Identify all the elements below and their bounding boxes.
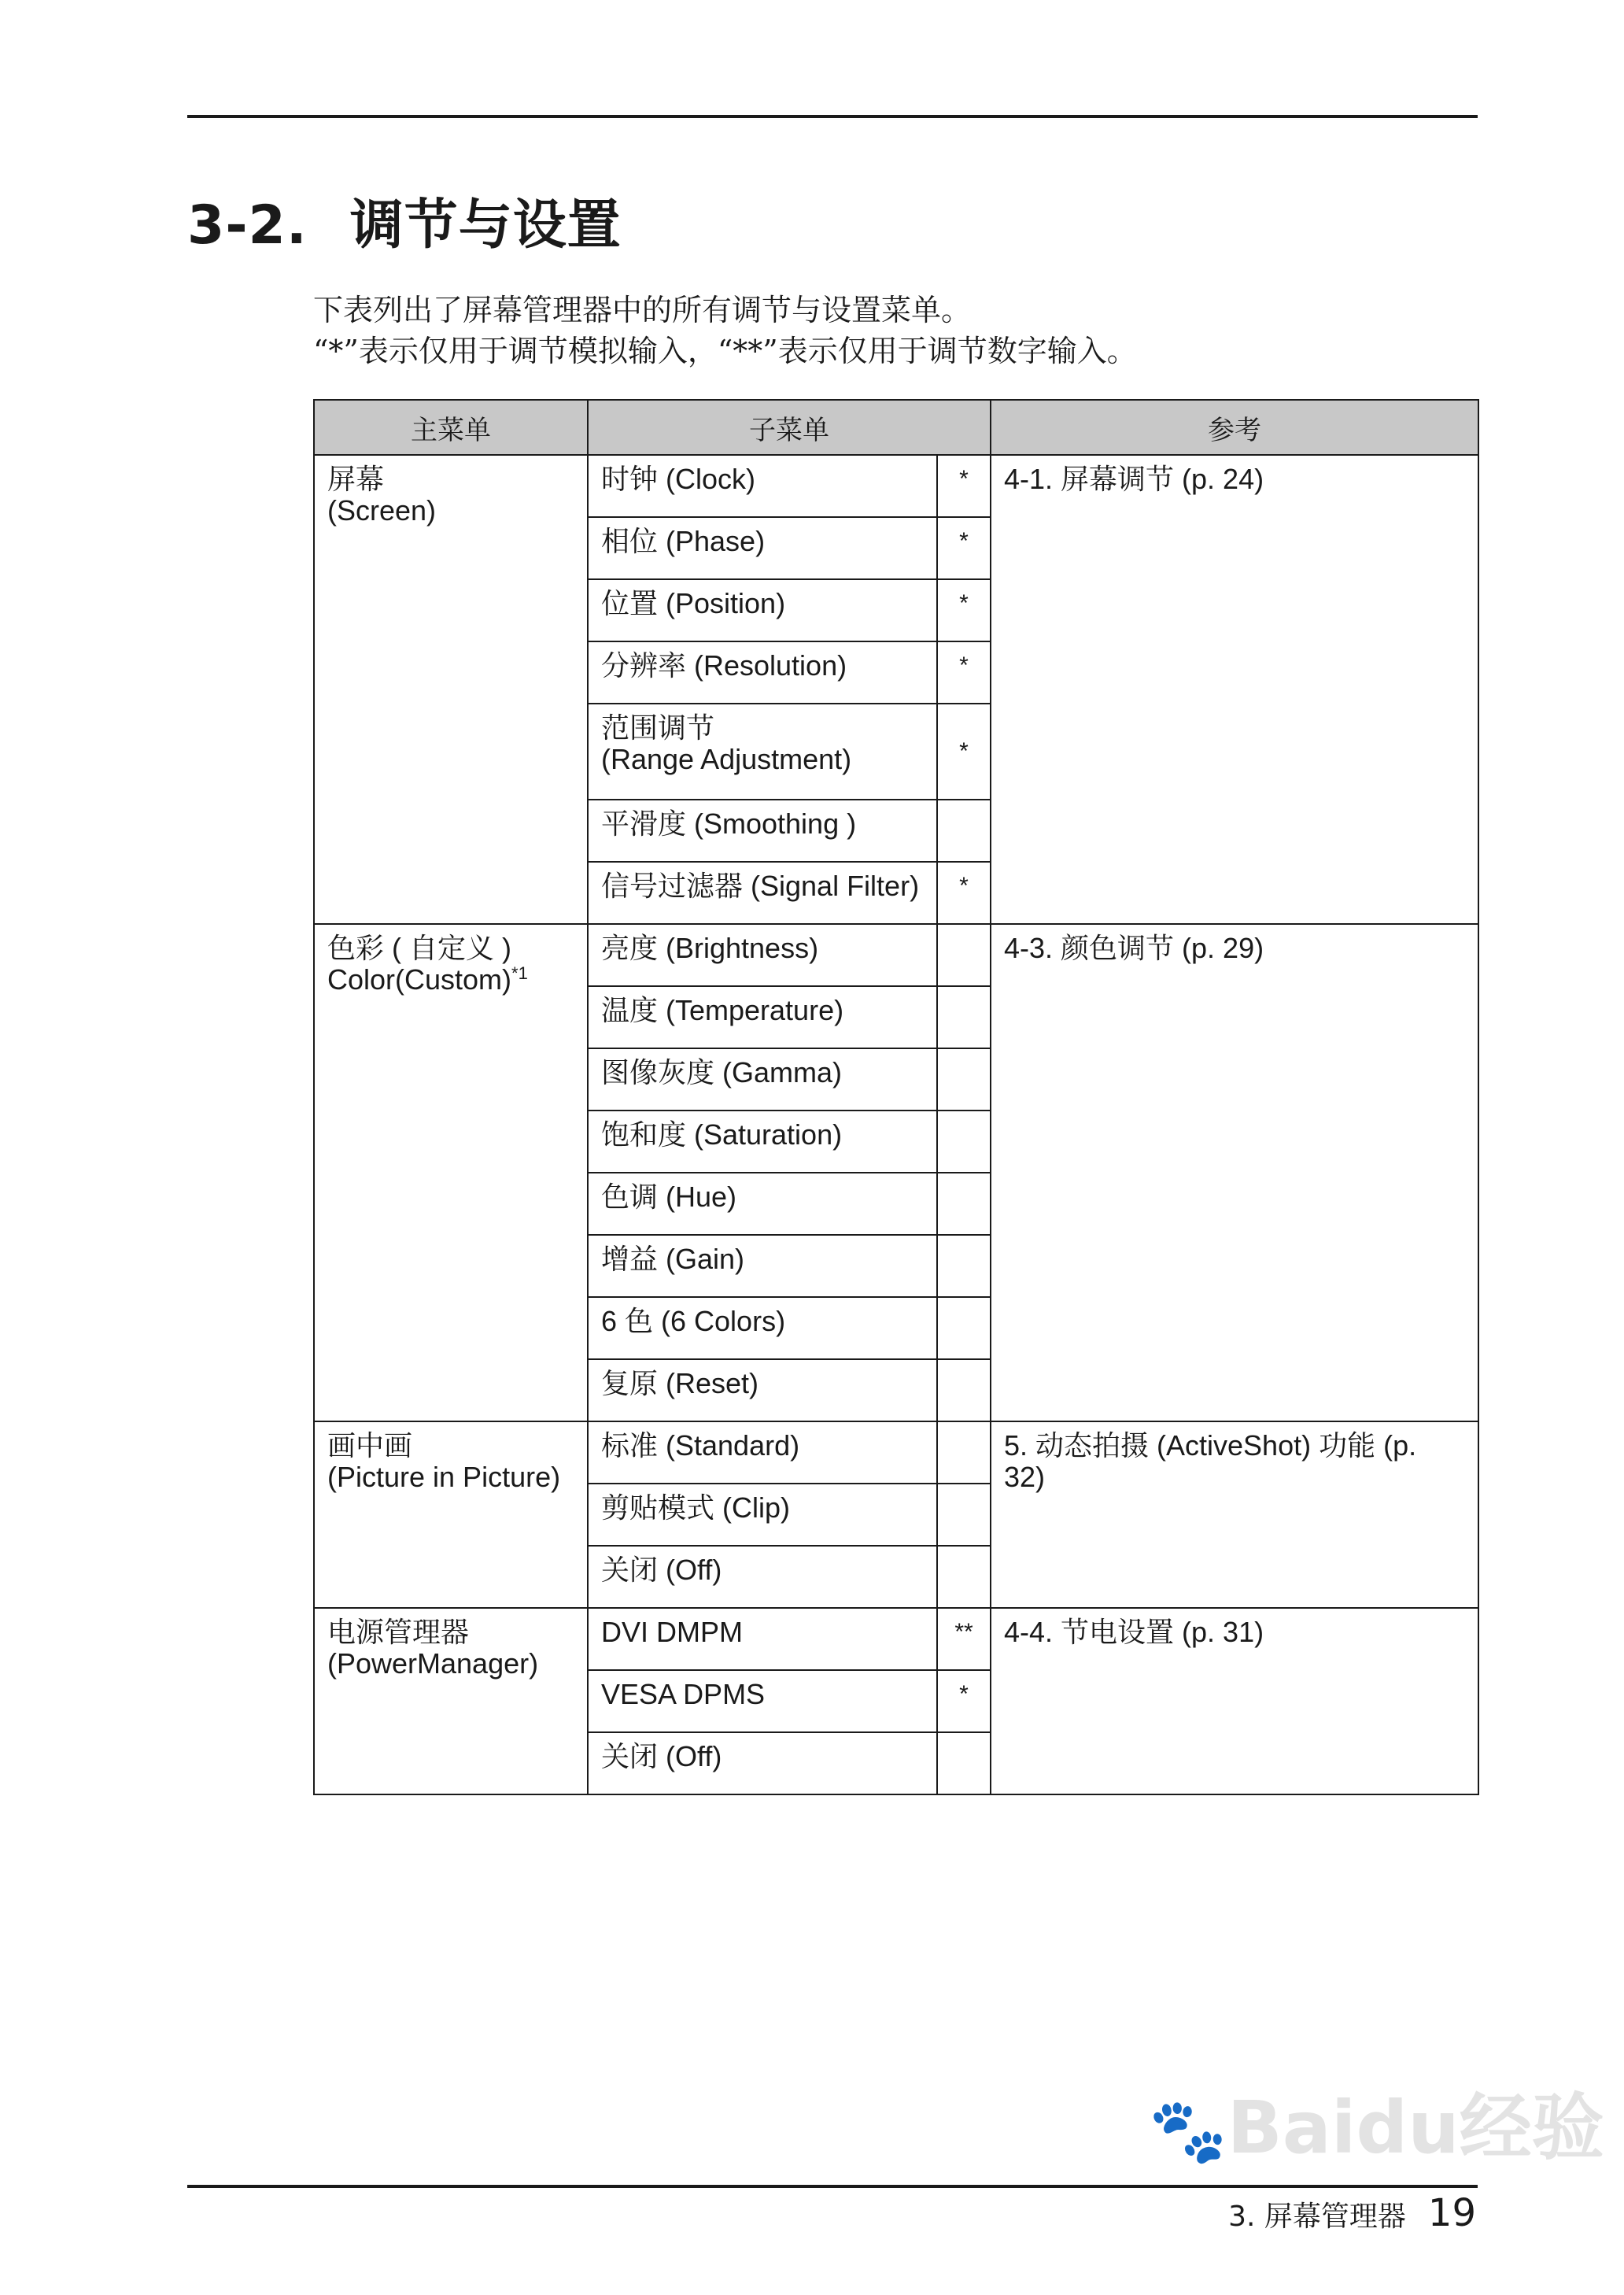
input-mark: * bbox=[937, 517, 991, 579]
input-mark: ** bbox=[937, 1608, 991, 1670]
input-mark bbox=[937, 1235, 991, 1297]
settings-menu-table bbox=[313, 399, 1479, 1795]
input-mark bbox=[937, 1173, 991, 1235]
reference-power: 4-4. 节电设置 (p. 31) bbox=[991, 1608, 1478, 1794]
input-mark bbox=[937, 1048, 991, 1111]
top-rule bbox=[187, 115, 1478, 118]
page-number: 19 bbox=[1427, 2191, 1476, 2235]
submenu-item: 复原 (Reset) bbox=[588, 1359, 937, 1421]
main-menu-label: 色彩 ( 自定义 ) bbox=[327, 932, 511, 964]
submenu-item: 位置 (Position) bbox=[588, 579, 937, 641]
input-mark bbox=[937, 924, 991, 986]
input-mark: * bbox=[937, 862, 991, 924]
main-menu-label-en-text: Color(Custom) bbox=[327, 963, 512, 996]
main-menu-label: 屏幕 bbox=[327, 463, 385, 495]
watermark-text: Baidu经验 bbox=[1227, 2086, 1604, 2170]
submenu-item bbox=[588, 704, 937, 800]
input-mark: * bbox=[937, 1670, 991, 1732]
main-menu-screen bbox=[314, 455, 588, 924]
baidu-watermark bbox=[1149, 2070, 1604, 2174]
submenu-item: 饱和度 (Saturation) bbox=[588, 1111, 937, 1173]
table-row bbox=[314, 1421, 1478, 1484]
input-mark bbox=[937, 1546, 991, 1608]
submenu-item: 相位 (Phase) bbox=[588, 517, 937, 579]
submenu-item: 关闭 (Off) bbox=[588, 1546, 937, 1608]
reference-pip: 5. 动态拍摄 (ActiveShot) 功能 (p. 32) bbox=[991, 1421, 1478, 1608]
submenu-item: 信号过滤器 (Signal Filter) bbox=[588, 862, 937, 924]
main-menu-label-en: (Screen) bbox=[327, 494, 437, 527]
input-mark: * bbox=[937, 455, 991, 517]
footnote-marker: *1 bbox=[511, 963, 528, 983]
input-mark bbox=[937, 986, 991, 1048]
intro-line-2: “*”表示仅用于调节模拟输入，“**”表示仅用于调节数字输入。 bbox=[313, 334, 1137, 368]
intro-text bbox=[313, 290, 1137, 371]
submenu-item: DVI DMPM bbox=[588, 1608, 937, 1670]
paw-icon: 🐾 bbox=[1149, 2094, 1227, 2168]
submenu-item-label: 范围调节 bbox=[601, 711, 715, 744]
header-sub-menu: 子菜单 bbox=[588, 400, 991, 455]
main-menu-power bbox=[314, 1608, 588, 1794]
section-title: 调节与设置 bbox=[349, 194, 622, 257]
submenu-item: 图像灰度 (Gamma) bbox=[588, 1048, 937, 1111]
submenu-item: 时钟 (Clock) bbox=[588, 455, 937, 517]
submenu-item: 平滑度 (Smoothing ) bbox=[588, 800, 937, 862]
input-mark bbox=[937, 1732, 991, 1794]
main-menu-label: 画中画 bbox=[327, 1429, 413, 1462]
table-row bbox=[314, 1608, 1478, 1670]
reference-color: 4-3. 颜色调节 (p. 29) bbox=[991, 924, 1478, 1421]
footer-section: 3. 屏幕管理器 bbox=[1228, 2201, 1406, 2233]
section-number: 3-2. bbox=[187, 194, 308, 257]
table-header-row bbox=[314, 400, 1478, 455]
main-menu-label-en: (PowerManager) bbox=[327, 1647, 539, 1680]
section-heading bbox=[187, 183, 622, 259]
table-row bbox=[314, 455, 1478, 517]
main-menu-label: 电源管理器 bbox=[327, 1616, 470, 1648]
main-menu-label-en: (Picture in Picture) bbox=[327, 1461, 561, 1493]
submenu-item: VESA DPMS bbox=[588, 1670, 937, 1732]
intro-line-1: 下表列出了屏幕管理器中的所有调节与设置菜单。 bbox=[313, 293, 972, 327]
input-mark bbox=[937, 800, 991, 862]
submenu-item-label-en: (Range Adjustment) bbox=[601, 743, 852, 775]
submenu-item: 温度 (Temperature) bbox=[588, 986, 937, 1048]
input-mark bbox=[937, 1484, 991, 1546]
main-menu-label-en bbox=[327, 964, 574, 996]
main-menu-pip bbox=[314, 1421, 588, 1608]
submenu-item: 剪贴模式 (Clip) bbox=[588, 1484, 937, 1546]
main-menu-color bbox=[314, 924, 588, 1421]
input-mark bbox=[937, 1421, 991, 1484]
table-row bbox=[314, 924, 1478, 986]
submenu-item: 增益 (Gain) bbox=[588, 1235, 937, 1297]
submenu-item: 6 色 (6 Colors) bbox=[588, 1297, 937, 1359]
header-main-menu: 主菜单 bbox=[314, 400, 588, 455]
input-mark bbox=[937, 1297, 991, 1359]
reference-screen: 4-1. 屏幕调节 (p. 24) bbox=[991, 455, 1478, 924]
submenu-item: 关闭 (Off) bbox=[588, 1732, 937, 1794]
input-mark: * bbox=[937, 641, 991, 704]
submenu-item: 分辨率 (Resolution) bbox=[588, 641, 937, 704]
input-mark: * bbox=[937, 704, 991, 800]
input-mark bbox=[937, 1111, 991, 1173]
input-mark bbox=[937, 1359, 991, 1421]
page-footer bbox=[1228, 2191, 1476, 2235]
submenu-item: 色调 (Hue) bbox=[588, 1173, 937, 1235]
submenu-item: 标准 (Standard) bbox=[588, 1421, 937, 1484]
submenu-item: 亮度 (Brightness) bbox=[588, 924, 937, 986]
header-reference: 参考 bbox=[991, 400, 1478, 455]
bottom-rule bbox=[187, 2185, 1478, 2188]
input-mark: * bbox=[937, 579, 991, 641]
